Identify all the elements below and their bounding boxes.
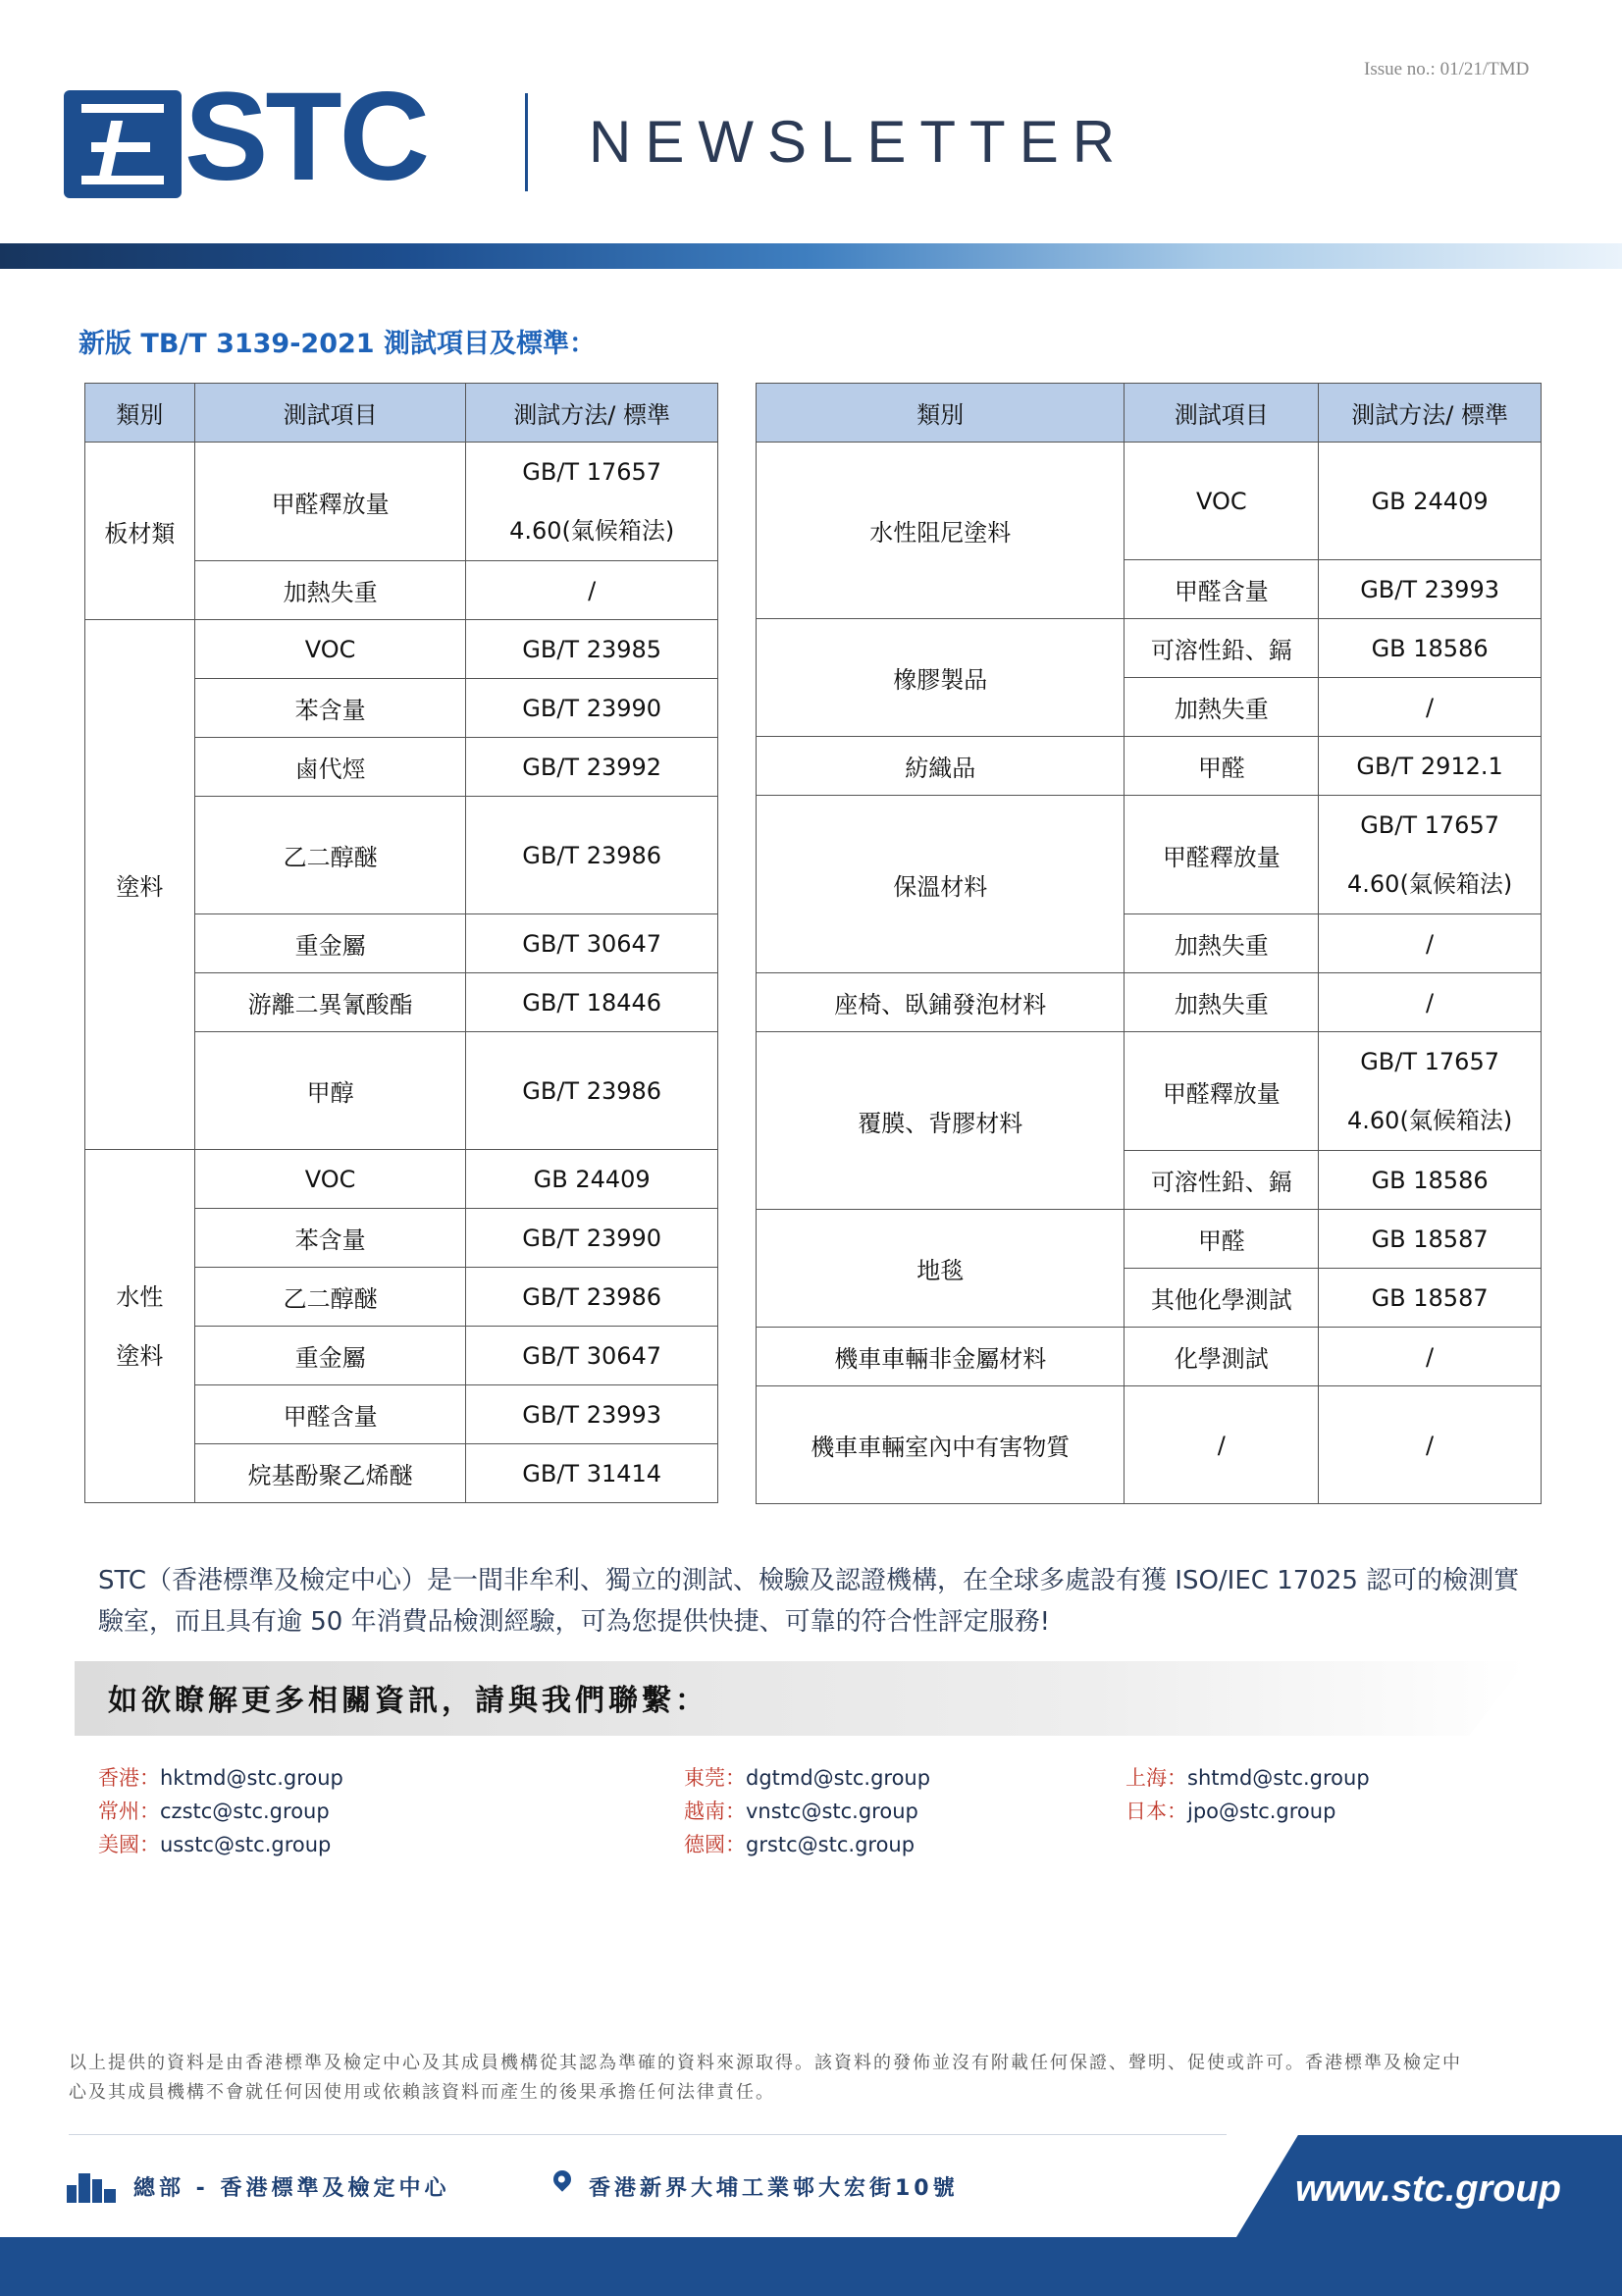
method-cell: /	[1319, 973, 1542, 1032]
table-row	[85, 1150, 718, 1209]
item-cell: 加熱失重	[194, 561, 466, 620]
contact-entry	[1125, 1761, 1370, 1795]
contact-region: 香港：	[98, 1766, 160, 1790]
contact-region: 上海：	[1125, 1766, 1187, 1790]
contact-entry	[684, 1828, 930, 1861]
method-line: 4.60(氣候箱法)	[1347, 1107, 1513, 1134]
category-cell: 水性阻尼塗料	[757, 443, 1125, 619]
item-cell: VOC	[194, 1150, 466, 1209]
item-cell: 重金屬	[194, 914, 466, 973]
contact-email-link[interactable]: shtmd@stc.group	[1187, 1766, 1370, 1790]
col-header-item: 測試項目	[1125, 384, 1319, 443]
item-cell: 重金屬	[194, 1327, 466, 1385]
category-cell: 橡膠製品	[757, 619, 1125, 737]
item-cell: 苯含量	[194, 679, 466, 738]
table-row	[757, 443, 1542, 560]
method-cell: GB/T 2912.1	[1319, 737, 1542, 796]
category-cell: 機車車輛室內中有害物質	[757, 1386, 1125, 1504]
contact-email-link[interactable]: hktmd@stc.group	[160, 1766, 343, 1790]
header-gradient-band	[0, 243, 1622, 269]
item-cell: 可溶性鉛、鎘	[1125, 619, 1319, 678]
contact-region: 德國：	[684, 1833, 746, 1856]
table-row	[757, 1386, 1542, 1504]
footer-divider	[69, 2134, 1227, 2135]
table-row	[757, 619, 1542, 678]
category-cell	[85, 1150, 195, 1503]
item-cell: /	[1125, 1386, 1319, 1504]
item-cell: 游離二異氰酸酯	[194, 973, 466, 1032]
contact-email-link[interactable]: grstc@stc.group	[746, 1833, 916, 1856]
header-divider	[525, 93, 528, 191]
method-cell: /	[1319, 1386, 1542, 1504]
table-header-row	[757, 384, 1542, 443]
method-line: 4.60(氣候箱法)	[1347, 870, 1513, 898]
col-header-category: 類別	[85, 384, 195, 443]
method-cell: GB 18586	[1319, 619, 1542, 678]
contact-column	[1125, 1761, 1370, 1828]
item-cell: 加熱失重	[1125, 973, 1319, 1032]
method-cell: GB/T 23990	[466, 679, 718, 738]
method-cell	[1319, 796, 1542, 914]
item-cell: 可溶性鉛、鎘	[1125, 1151, 1319, 1210]
item-cell: 甲醇	[194, 1032, 466, 1150]
intro-paragraph: STC（香港標準及檢定中心）是一間非牟利、獨立的測試、檢驗及認證機構，在全球多處設有獲 ISO/IEC 17025 認可的檢測實驗室，而且具有逾 50 年消費品檢測經驗，可為您提供快捷、可靠的符合性評定服務!	[98, 1566, 1520, 1637]
category-cell: 紡織品	[757, 737, 1125, 796]
method-cell	[1319, 1032, 1542, 1151]
category-cell: 保溫材料	[757, 796, 1125, 973]
contact-region: 越南：	[684, 1800, 746, 1823]
item-cell: VOC	[194, 620, 466, 679]
item-cell: 甲醛含量	[194, 1385, 466, 1444]
item-cell: 甲醛含量	[1125, 560, 1319, 619]
table-row	[85, 620, 718, 679]
item-cell: 乙二醇醚	[194, 797, 466, 914]
newsletter-title: NEWSLETTER	[589, 109, 1129, 175]
col-header-category: 類別	[757, 384, 1125, 443]
contact-region: 日本：	[1125, 1800, 1187, 1823]
item-cell: 加熱失重	[1125, 914, 1319, 973]
contact-email-link[interactable]: jpo@stc.group	[1187, 1800, 1336, 1823]
item-cell: 甲醛	[1125, 1210, 1319, 1269]
table-row	[757, 737, 1542, 796]
section-title: 新版 TB/T 3139-2021 測試項目及標準：	[78, 329, 596, 359]
category-cell: 覆膜、背膠材料	[757, 1032, 1125, 1210]
method-cell: /	[466, 561, 718, 620]
contact-entry	[98, 1795, 343, 1828]
item-cell: 甲醛釋放量	[1125, 1032, 1319, 1151]
contact-column	[98, 1761, 343, 1861]
contact-email-link[interactable]: dgtmd@stc.group	[746, 1766, 931, 1790]
method-cell: GB/T 23992	[466, 738, 718, 797]
table-row	[757, 973, 1542, 1032]
category-line: 水性	[116, 1282, 164, 1311]
contact-entry	[684, 1795, 930, 1828]
item-cell: 甲醛	[1125, 737, 1319, 796]
method-cell: /	[1319, 678, 1542, 737]
table-row	[757, 1210, 1542, 1269]
table-row	[85, 443, 718, 561]
method-cell: GB/T 23990	[466, 1209, 718, 1268]
item-cell: 加熱失重	[1125, 678, 1319, 737]
item-cell: 鹵代烴	[194, 738, 466, 797]
contact-title: 如欲瞭解更多相關資訊，請與我們聯繫：	[108, 1684, 708, 1718]
item-cell: 烷基酚聚乙烯醚	[194, 1444, 466, 1503]
right-standards-table	[756, 383, 1542, 1504]
method-cell: GB 18586	[1319, 1151, 1542, 1210]
contact-email-link[interactable]: czstc@stc.group	[160, 1800, 330, 1823]
method-cell: /	[1319, 1328, 1542, 1386]
building-icon	[67, 2173, 116, 2203]
contact-email-link[interactable]: vnstc@stc.group	[746, 1800, 918, 1823]
contact-email-link[interactable]: usstc@stc.group	[160, 1833, 332, 1856]
item-cell: 甲醛釋放量	[1125, 796, 1319, 914]
contact-entry	[1125, 1795, 1370, 1828]
table-row	[757, 796, 1542, 914]
contact-entry	[98, 1828, 343, 1861]
method-cell: GB/T 23985	[466, 620, 718, 679]
method-cell: GB 18587	[1319, 1210, 1542, 1269]
brand-name: STC	[184, 67, 427, 207]
stc-logo-icon	[64, 90, 182, 198]
location-pin-icon	[549, 2166, 574, 2191]
item-cell: 其他化學測試	[1125, 1269, 1319, 1328]
disclaimer: 以上提供的資料是由香港標準及檢定中心及其成員機構從其認為準確的資料來源取得。該資料的發佈並沒有附載任何保證、聲明、促使或許可。香港標準及檢定中心及其成員機構不會就任何因使用或依賴該資料而產生的後果承擔任何法律責任。	[69, 2053, 1462, 2103]
table-header-row	[85, 384, 718, 443]
contact-region: 美國：	[98, 1833, 160, 1856]
item-cell: VOC	[1125, 443, 1319, 560]
issue-number: Issue no.: 01/21/TMD	[1364, 59, 1530, 79]
method-cell: GB/T 30647	[466, 914, 718, 973]
contact-column	[684, 1761, 930, 1861]
method-line: GB/T 17657	[1360, 1048, 1499, 1075]
col-header-method: 測試方法/ 標準	[1319, 384, 1542, 443]
address: 香港新界大埔工業邨大宏街10號	[589, 2176, 959, 2201]
footer-bar	[0, 2237, 1622, 2296]
method-cell: GB/T 23993	[1319, 560, 1542, 619]
item-cell: 甲醛釋放量	[194, 443, 466, 561]
category-cell: 塗料	[85, 620, 195, 1150]
contact-region: 常州：	[98, 1800, 160, 1823]
category-cell: 機車車輛非金屬材料	[757, 1328, 1125, 1386]
contact-region: 東莞：	[684, 1766, 746, 1790]
method-cell: GB/T 18446	[466, 973, 718, 1032]
method-line: 4.60(氣候箱法)	[509, 517, 675, 545]
headquarters-label: 總部 - 香港標準及檢定中心	[133, 2176, 450, 2201]
method-cell: GB/T 23986	[466, 1268, 718, 1327]
method-line: GB/T 17657	[522, 458, 662, 486]
category-cell: 座椅、臥鋪發泡材料	[757, 973, 1125, 1032]
contact-entry	[684, 1761, 930, 1795]
method-cell: GB 18587	[1319, 1269, 1542, 1328]
table-row	[757, 1328, 1542, 1386]
method-cell: GB/T 23986	[466, 1032, 718, 1150]
left-standards-table	[84, 383, 718, 1503]
method-cell: /	[1319, 914, 1542, 973]
col-header-method: 測試方法/ 標準	[466, 384, 718, 443]
item-cell: 苯含量	[194, 1209, 466, 1268]
category-cell: 板材類	[85, 443, 195, 620]
category-cell: 地毯	[757, 1210, 1125, 1328]
method-cell	[466, 443, 718, 561]
website-link[interactable]: www.stc.group	[1295, 2168, 1561, 2210]
method-cell: GB/T 23986	[466, 797, 718, 914]
method-cell: GB/T 23993	[466, 1385, 718, 1444]
table-row	[757, 1032, 1542, 1151]
item-cell: 化學測試	[1125, 1328, 1319, 1386]
method-cell: GB/T 30647	[466, 1327, 718, 1385]
col-header-item: 測試項目	[194, 384, 466, 443]
method-cell: GB/T 31414	[466, 1444, 718, 1503]
method-cell: GB 24409	[466, 1150, 718, 1209]
item-cell: 乙二醇醚	[194, 1268, 466, 1327]
method-line: GB/T 17657	[1360, 811, 1499, 839]
category-line: 塗料	[116, 1341, 164, 1370]
method-cell: GB 24409	[1319, 443, 1542, 560]
contact-entry	[98, 1761, 343, 1795]
